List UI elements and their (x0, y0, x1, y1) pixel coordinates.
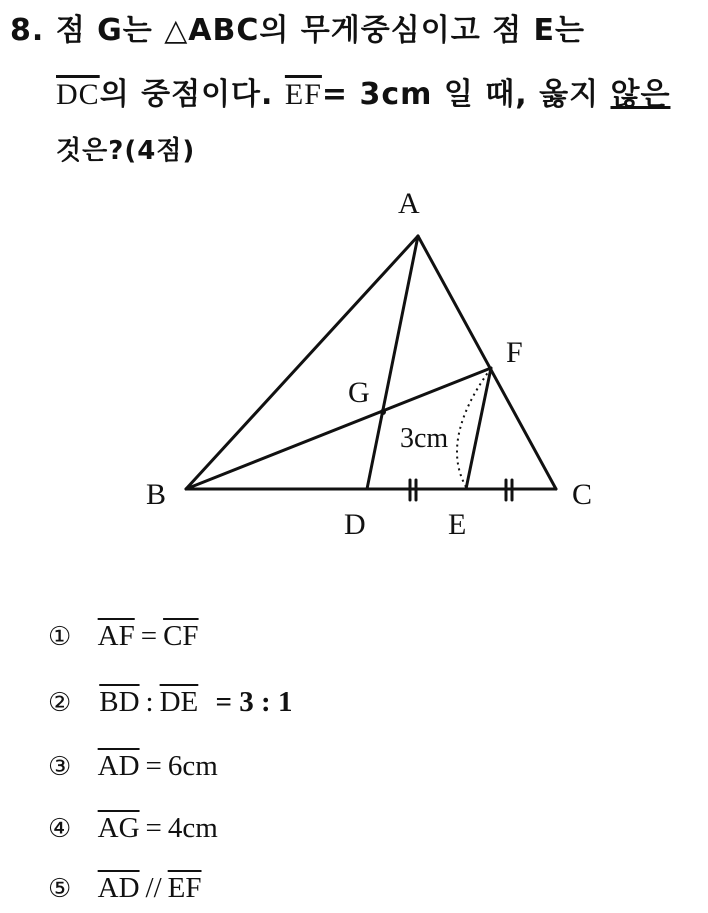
label-g: G (348, 376, 370, 409)
choice-4-number: ④ (48, 814, 72, 844)
choice-5-op: // (145, 872, 162, 904)
question-line3-text: 것은?(4점) (56, 136, 196, 166)
choice-4-op: = (145, 812, 162, 844)
label-b: B (146, 478, 167, 511)
choice-3-op: = (145, 750, 162, 782)
choice-5[interactable] (48, 874, 202, 903)
question-line1-text: 점 G는 △ABC의 무게중심이고 점 E는 (55, 13, 586, 48)
choice-2-left: $\overline{BD}$ (99, 686, 140, 718)
segment-ef: $\overline{EF}$ (284, 78, 322, 111)
side-ab (186, 236, 418, 489)
choice-3[interactable] (48, 752, 218, 781)
choice-1-op: = (140, 620, 158, 652)
choice-4-left: $\overline{AG}$ (97, 812, 140, 844)
choice-2-tail: = 3 : 1 (215, 686, 293, 718)
choice-4[interactable] (48, 814, 218, 843)
segment-ef-line (466, 368, 491, 489)
choice-5-right: $\overline{EF}$ (167, 872, 202, 904)
label-a: A (398, 187, 420, 220)
choice-3-left: $\overline{AD}$ (97, 750, 140, 782)
choice-1-right: $\overline{CF}$ (163, 620, 199, 652)
label-d: D (344, 508, 366, 541)
choice-5-number: ⑤ (48, 874, 72, 904)
label-e: E (448, 508, 467, 541)
choice-4-tail: 4cm (167, 812, 218, 844)
choice-2-number: ② (48, 688, 72, 718)
choice-2-right: $\overline{DE}$ (159, 686, 199, 718)
segment-dc: $\overline{DC}$ (56, 78, 100, 111)
choice-2-op: : (145, 686, 154, 718)
choice-1-left: $\overline{AF}$ (97, 620, 135, 652)
question-number: 8. (10, 13, 45, 48)
choice-3-tail: 6cm (167, 750, 218, 782)
centroid-dot (380, 409, 386, 415)
choice-1[interactable] (48, 622, 199, 651)
choice-5-left: $\overline{AD}$ (97, 872, 140, 904)
measure-label: 3cm (400, 423, 449, 454)
question-line2-mid: 의 중점이다. (99, 77, 274, 112)
question-line2-eq: = 3cm 일 때, 옳지 (321, 77, 611, 112)
choice-3-number: ③ (48, 752, 72, 782)
choice-1-number: ① (48, 622, 72, 652)
choice-2[interactable] (48, 688, 292, 717)
measure-arc (457, 371, 489, 487)
question-emphasis: 않은 (610, 77, 671, 112)
label-f: F (506, 336, 523, 369)
label-c: C (572, 478, 593, 511)
